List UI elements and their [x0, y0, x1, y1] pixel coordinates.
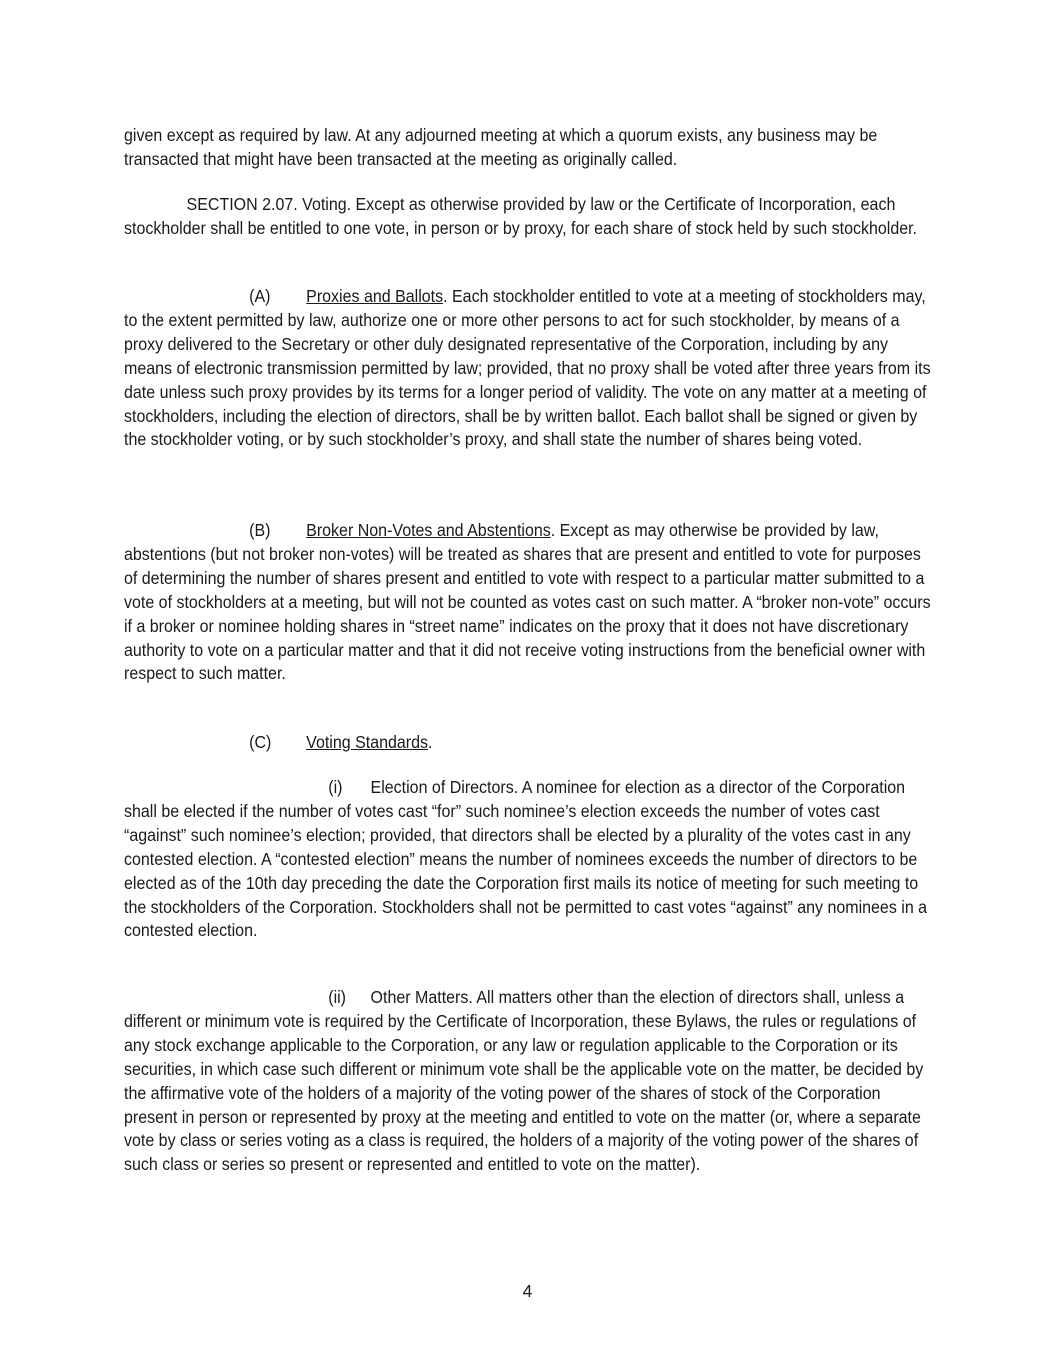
clause-i-label: (i)	[328, 777, 343, 797]
subsection-a-paragraph	[124, 285, 936, 452]
section-2-07-paragraph	[124, 193, 936, 241]
subsection-b-body: . Except as may otherwise be provided by law, abstentions (but not broker non-votes) will be treated as shares that are present and entitled to vote for purposes of determining the number of shares present and entitled to vote with respect to a particular matter submitted to a vote of stockholders at a meeting, but will not be counted as votes cast on such matter. A “broker non-vote” occurs if a broker or nominee holding shares in “street name” indicates on the proxy that it does not have discretionary authority to vote on a particular matter and that it did not receive voting instructions from the beneficial owner with respect to such matter.	[124, 520, 931, 684]
paragraph-continuation	[124, 124, 936, 172]
subsection-c-title: Voting Standards	[306, 732, 429, 752]
subsection-c-label: (C)	[249, 732, 272, 752]
section-heading: SECTION 2.07. Voting.	[186, 194, 352, 214]
subsection-a-title: Proxies and Ballots	[306, 286, 444, 306]
subsection-c-period: .	[428, 732, 433, 752]
clause-i-paragraph	[124, 776, 936, 943]
section-body: Except as otherwise provided by law or the Certificate of Incorporation, each stockholder shall be entitled to one vote, in person or by proxy, for each share of stock held by such stockholder.	[124, 194, 918, 238]
clause-ii-label: (ii)	[328, 987, 347, 1007]
subsection-a-body: . Each stockholder entitled to vote at a meeting of stockholders may, to the extent permitted by law, authorize one or more other persons to act for such stockholder, by means of a proxy delivered to the Secretary or other duly designated representative of the Corporation, including by any means of electronic transmission permitted by law; provided, that no proxy shall be voted after three years from its date unless such proxy provides by its terms for a longer period of validity. The vote on any matter at a meeting of stockholders, including the election of directors, shall be by written ballot. Each ballot shall be signed or given by the stockholder voting, or by such stockholder’s proxy, and shall state the number of shares being voted.	[124, 286, 931, 450]
clause-i-body: Election of Directors. A nominee for election as a director of the Corporation shall be elected if the number of votes cast “for” such nominee’s election exceeds the number of votes cast “against” such nominee’s election; provided, that directors shall be elected by a plurality of the votes cast in any contested election. A “contested election” means the number of nominees exceeds the number of directors to be elected as of the 10th day preceding the date the Corporation first mails its notice of meeting for such meeting to the stockholders of the Corporation. Stockholders shall not be permitted to cast votes “against” any nominees in a contested election.	[124, 777, 928, 941]
clause-ii-body: Other Matters. All matters other than the election of directors shall, unless a different or minimum vote is required by the Certificate of Incorporation, these Bylaws, the rules or regulations of any stock exchange applicable to the Corporation, or any law or regulation applicable to the Corporation or its securities, in which case such different or minimum vote shall be the applicable vote on the matter, be decided by the affirmative vote of the holders of a majority of the voting power of the shares of stock of the Corporation present in person or represented by proxy at the meeting and entitled to vote on the matter (or, where a separate vote by class or series voting as a class is required, the holders of a majority of the voting power of the shares of such class or series so present or represented and entitled to vote on the matter).	[124, 987, 924, 1175]
subsection-b-paragraph	[124, 519, 936, 686]
subsection-a-label: (A)	[249, 286, 271, 306]
paragraph-text: given except as required by law. At any adjourned meeting at which a quorum exists, any business may be transacted that might have been transacted at the meeting as originally called.	[124, 125, 878, 169]
subsection-c-paragraph	[124, 731, 936, 755]
clause-ii-paragraph	[124, 986, 936, 1177]
subsection-b-label: (B)	[249, 520, 271, 540]
page-number: 4	[522, 1281, 533, 1301]
subsection-b-title: Broker Non-Votes and Abstentions	[306, 520, 551, 540]
